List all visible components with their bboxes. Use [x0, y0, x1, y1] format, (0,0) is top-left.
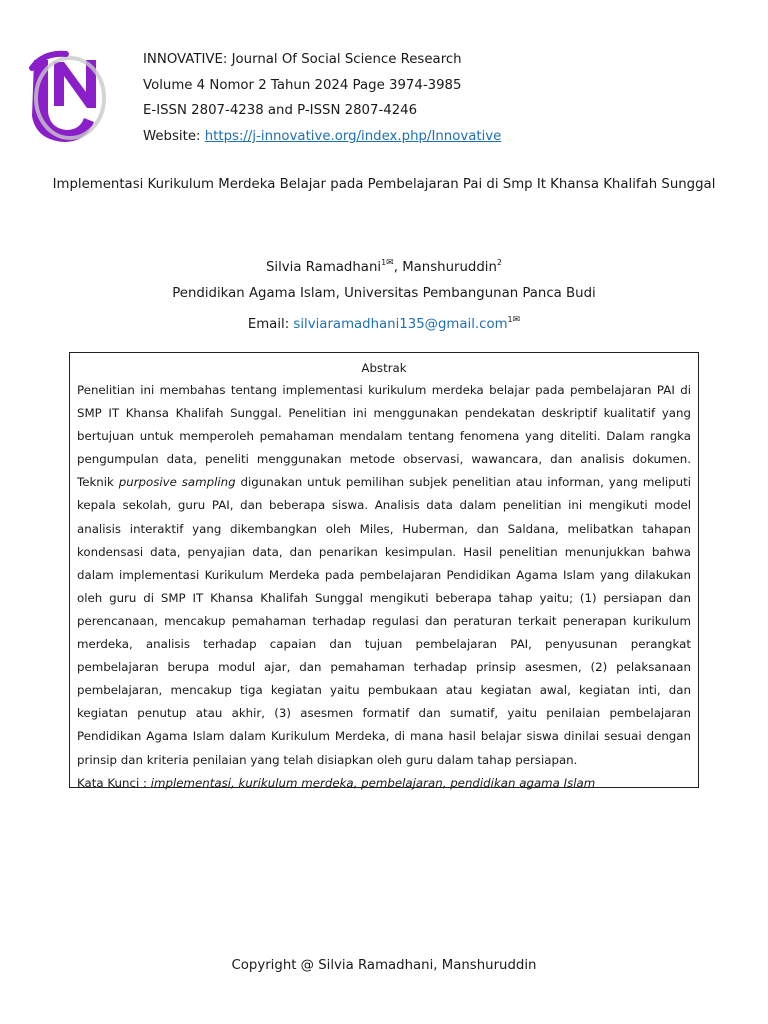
- journal-logo-icon: [20, 46, 110, 146]
- abstract-box: [69, 352, 699, 788]
- email-label: Email:: [247, 317, 294, 332]
- website-link[interactable]: https://j-innovative.org/index.php/Innovative: [204, 129, 502, 145]
- affiliation: Pendidikan Agama Islam, Universitas Pembangunan Panca Budi: [172, 286, 596, 301]
- author-1: Silvia Ramadhani: [265, 260, 382, 275]
- journal-website: [143, 124, 501, 150]
- journal-issn: E-ISSN 2807-4238 and P-ISSN 2807-4246: [143, 103, 418, 119]
- author-line: [40, 250, 728, 281]
- abstract-text-part-1: Penelitian ini membahas tentang implementasi kurikulum merdeka belajar pada pembelajaran PAI di SMP IT Khansa Khalifah Sunggal. Penelitian ini menggunakan pendekatan deskriptif kualitatif yang bertujuan untuk memperoleh pemahaman mendalam tentang fenomena yang diteliti. Dalam rangka pengumpulan data, peneliti menggunakan metode observasi, wawancara, dan analisis dokumen. Teknik: [77, 383, 691, 490]
- article-title: Implementasi Kurikulum Merdeka Belajar pada Pembelajaran Pai di Smp It Khansa Khalifah Sunggal: [52, 177, 716, 192]
- copyright: Copyright @ Silvia Ramadhani, Manshuruddin: [231, 958, 537, 973]
- keywords-line: [77, 772, 691, 795]
- journal-volume: Volume 4 Nomor 2 Tahun 2024 Page 3974-3985: [143, 77, 462, 93]
- envelope-icon: ✉: [512, 315, 521, 325]
- author-block: [40, 250, 728, 338]
- keywords: implementasi, kurikulum merdeka, pembelajaran, pendidikan agama Islam: [150, 775, 596, 790]
- email-line: [40, 307, 728, 338]
- envelope-icon: ✉: [386, 258, 394, 268]
- website-label: Website:: [143, 129, 205, 145]
- keywords-label: Kata Kunci :: [77, 775, 151, 790]
- journal-header: [143, 47, 501, 150]
- abstract-italic-term: purposive sampling: [118, 475, 236, 490]
- author-separator: ,: [393, 260, 403, 275]
- abstract-heading: Abstrak: [361, 361, 407, 375]
- author-1-sup: 1: [381, 258, 387, 267]
- email-sup: 1: [507, 315, 513, 324]
- journal-name: INNOVATIVE: Journal Of Social Science Research: [143, 52, 462, 67]
- author-2-sup: 2: [496, 258, 503, 267]
- author-2: Manshuruddin: [402, 260, 497, 275]
- abstract-text-part-2: digunakan untuk pemilihan subjek penelitian atau informan, yang meliputi kepala sekolah, guru PAI, dan beberapa siswa. Analisis data dalam penelitian ini mengikuti model analisis interaktif yang dikembangkan oleh Miles, Huberman, dan Saldana, melibatkan tahapan kondensasi data, penyajian data, dan penarikan kesimpulan. Hasil penelitian menunjukkan bahwa dalam implementasi Kurikulum Merdeka pada pembelajaran Pendidikan Agama Islam yang dilakukan oleh guru di SMP IT Khansa Khalifah Sunggal mengikuti beberapa tahap yaitu; (1) persiapan dan perencanaan, mencakup pemahaman terhadap regulasi dan peraturan terkait penerapan kurikulum merdeka, analisis terhadap capaian dan tujuan pembelajaran PAI, penyusunan perangkat pembelajaran berupa modul ajar, dan pemahaman terhadap prinsip asesmen, (2) pelaksanaan pembelajaran, mencakup tiga kegiatan yaitu pembukaan atau kegiatan awal, kegiatan inti, dan kegiatan penutup atau akhir, (3) asesmen formatif dan sumatif, yaitu penilaian pembelajaran Pendidikan Agama Islam dalam Kurikulum Merdeka, di mana hasil belajar siswa dinilai sesuai dengan prinsip dan kriteria penilaian yang telah disiapkan oleh guru dalam tahap persiapan.: [77, 475, 691, 767]
- email-link[interactable]: silviaramadhani135@gmail.com: [293, 317, 508, 332]
- abstract-text: [77, 379, 691, 772]
